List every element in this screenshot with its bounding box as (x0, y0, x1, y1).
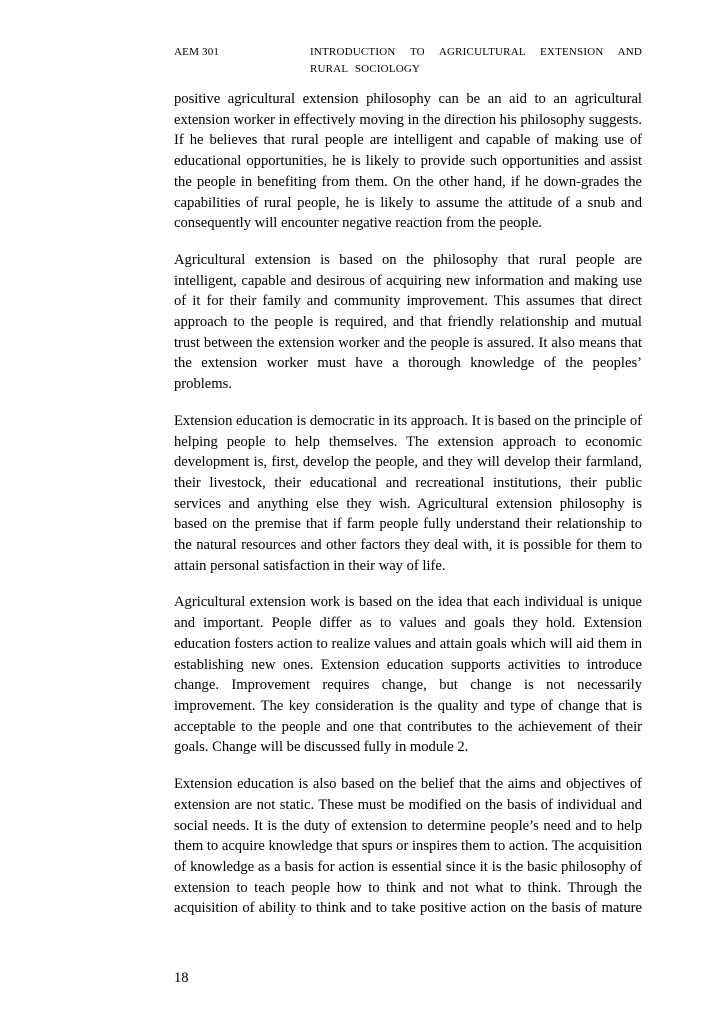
paragraph: Agricultural extension work is based on the idea that each individual is unique and important. People differ as to values and goals they hold. Extension education fosters action to realize values and attain goals which will aid them in establishing new ones. Extension education supports activities to introduce change. Improvement requires change, but change is not necessarily improvement. The key consideration is the quality and type of change that is acceptable to the people and one that contributes to the achievement of their goals. Change will be discussed fully in module 2. (174, 594, 642, 756)
paragraph: Agricultural extension is based on the philosophy that rural people are intelligent, capable and desirous of acquiring new information and making use of it for their family and community improvement. This assumes that direct approach to the people is required, and that friendly relationship and mutual trust between the extension worker and the people is assured. It also means that the extension worker must have a thorough knowledge of the peoples’ problems. (174, 251, 642, 393)
paragraph: positive agricultural extension philosophy can be an aid to an agricultural extension worker in effectively moving in the direction his philosophy suggests. If he believes that rural people are intelligent and capable of making use of educational opportunities, he is likely to provide such opportunities and assist the people in benefiting from them. On the other hand, if he down-grades the capabilities of rural people, he is likely to assume the attitude of a snub and consequently will encounter negative reaction from the people. (174, 91, 642, 232)
paragraph: Extension education is also based on the belief that the aims and objectives of extension are not static. These must be modified on the basis of individual and social needs. It is the duty of extension to determine people’s need and to help them to acquire knowledge that spurs or inspires them to action. The acquisition of knowledge as a basis for action is essential since it is the basic philosophy of extension to teach people how to think and not what to think. Through the acquisition of ability to think and to take positive action on the basis of mature (174, 776, 642, 917)
course-title: INTRODUCTION TO AGRICULTURAL EXTENSION AND RURAL SOCIOLOGY (310, 46, 642, 75)
paragraph: Extension education is democratic in its approach. It is based on the principle of helping people to help themselves. The extension approach to economic development is, first, develop the people, and they will develop their farmland, their livestock, their educational and recreational institutions, their public services and anything else they wish. Agricultural extension philosophy is based on the premise that if farm people fully understand their relationship to the natural resources and other factors they deal with, it is possible for them to attain personal satisfaction in their way of life. (174, 412, 642, 574)
page-number: 18 (174, 970, 189, 986)
course-code: AEM 301 (174, 46, 220, 58)
body-text (174, 89, 642, 935)
